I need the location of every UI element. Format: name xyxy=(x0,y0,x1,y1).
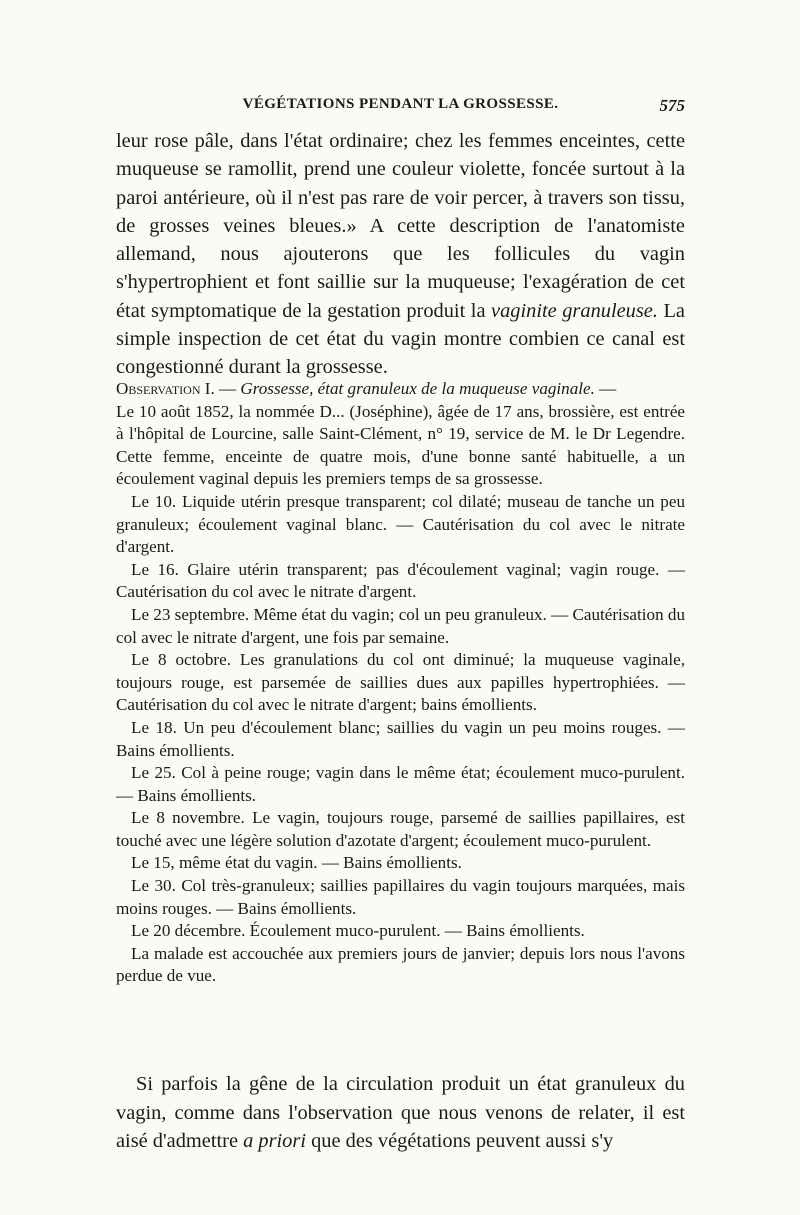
observation-entry: Le 15, même état du vagin. — Bains émollients. xyxy=(131,853,462,873)
closing-paragraph xyxy=(116,1070,685,1156)
observation-entry: Le 8 novembre. Le vagin, toujours rouge, parsemé de saillies papillaires, est touché avec une légère solution d'azotate d'argent; écoulement muco-purulent. xyxy=(116,808,685,850)
observation-entry: Le 8 octobre. Les granulations du col ont diminué; la muqueuse vaginale, toujours rouge, est parsemée de saillies dues aux papilles hypertrophiées. — Cautérisation du col avec le nitrate d'argent; bains émollients. xyxy=(116,650,685,715)
intro-italic-term: vaginite granuleuse. xyxy=(491,299,658,322)
observation-entry: Le 20 décembre. Écoulement muco-purulent. — Bains émollients. xyxy=(131,921,585,941)
page-number: 575 xyxy=(659,96,685,115)
observation-entry: Le 10 août 1852, la nommée D... (Joséphine), âgée de 17 ans, brossière, est entrée à l'hôpital de Lourcine, salle Saint-Clément, n° 19, service de M. le Dr Legendre. Cette femme, enceinte de quatre mois, d'une bonne santé habituelle, a un écoulement vaginal depuis les premiers temps de sa grossesse. xyxy=(116,401,685,489)
observation-section xyxy=(116,378,685,988)
observation-title: Grossesse, état granuleux de la muqueuse vaginale. xyxy=(240,379,595,398)
observation-label: Observation I. xyxy=(116,379,215,398)
intro-text-end: La simple inspection de cet état du vagin montre combien ce canal est congestionné durant la grossesse. xyxy=(116,299,685,379)
closing-text-end: que des végétations peuvent aussi s'y xyxy=(305,1130,614,1152)
closing-italic-term: a priori xyxy=(243,1130,306,1152)
intro-paragraph xyxy=(116,127,685,382)
observation-entry: La malade est accouchée aux premiers jours de janvier; depuis lors nous l'avons perdue de vue. xyxy=(116,943,685,986)
page-header xyxy=(116,96,685,122)
observation-entry: Le 18. Un peu d'écoulement blanc; saillies du vagin un peu moins rouges. — Bains émollients. xyxy=(116,717,685,760)
observation-entry: Le 30. Col très-granuleux; saillies papillaires du vagin toujours marquées, mais moins rouges. — Bains émollients. xyxy=(116,876,685,918)
observation-entry: Le 25. Col à peine rouge; vagin dans le même état; écoulement muco-purulent. — Bains émollients. xyxy=(116,763,685,805)
observation-heading-entry xyxy=(116,378,685,491)
closing-text: Si parfois la gêne de la circulation produit un état granuleux du vagin, comme dans l'observation que nous venons de relater, il est aisé d'admettre xyxy=(116,1073,685,1152)
intro-text: leur rose pâle, dans l'état ordinaire; chez les femmes enceintes, cette muqueuse se ramollit, prend une couleur violette, foncée surtout à la paroi antérieure, où il n'est pas rare de voir percer, à travers son tissu, de grosses veines bleues.» A cette description de l'anatomiste allemand, nous ajouterons que les follicules du vagin s'hypertrophient et font saillie sur la muqueuse; l'exagération de cet état symptomatique de la gestation produit la xyxy=(116,130,685,322)
observation-entry: Le 16. Glaire utérin transparent; pas d'écoulement vaginal; vagin rouge. — Cautérisation du col avec le nitrate d'argent. xyxy=(116,559,685,602)
observation-entry: Le 10. Liquide utérin presque transparent; col dilaté; museau de tanche un peu granuleux; écoulement vaginal blanc. — Cautérisation du col avec le nitrate d'argent. xyxy=(116,491,685,557)
observation-title-dash: — xyxy=(594,379,617,398)
observation-entry: Le 23 septembre. Même état du vagin; col un peu granuleux. — Cautérisation du col avec le nitrate d'argent, une fois par semaine. xyxy=(116,604,685,647)
running-title: VÉGÉTATIONS PENDANT LA GROSSESSE. xyxy=(242,96,559,112)
observation-dash: — xyxy=(214,379,241,398)
